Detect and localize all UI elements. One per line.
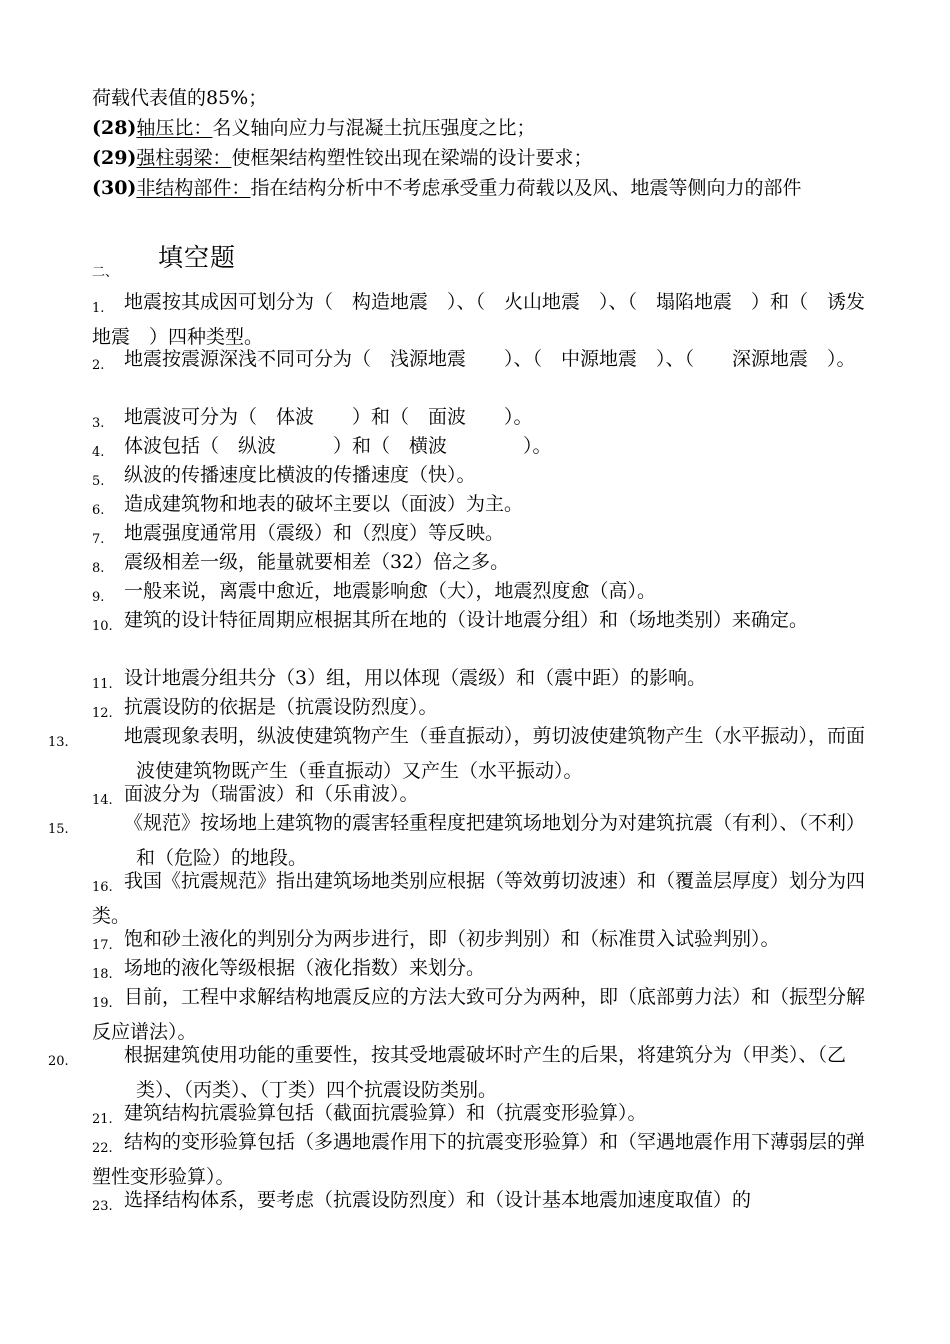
item-number: 19. bbox=[92, 996, 113, 1011]
item-text: 地震波可分为（ 体波 ）和（ 面波 ）。 bbox=[124, 406, 533, 428]
item-number: 22. bbox=[92, 1141, 113, 1156]
definition-number: (30) bbox=[92, 177, 137, 199]
item-text: 纵波的传播速度比横波的传播速度（快）。 bbox=[124, 464, 476, 486]
item-text: 目前，工程中求解结构地震反应的方法大致可分为两种，即（底部剪力法）和（振型分解反应谱法）。 bbox=[92, 986, 866, 1043]
item-number: 9. bbox=[92, 590, 105, 605]
item-number: 4. bbox=[92, 445, 105, 460]
item-number: 8. bbox=[92, 561, 105, 576]
item-text: 地震按震源深浅不同可分为（ 浅源地震 ）、（ 中源地震 ）、（ 深源地震 ）。 bbox=[124, 348, 856, 370]
item-number: 13. bbox=[48, 735, 69, 750]
item-number: 1. bbox=[92, 301, 105, 316]
item-number: 12. bbox=[92, 706, 113, 721]
definition-27-tail bbox=[92, 84, 872, 112]
definition-text: 名义轴向应力与混凝土抗压强度之比； bbox=[212, 117, 536, 139]
item-text: 地震按其成因可划分为（ 构造地震 ）、（ 火山地震 ）、（ 塌陷地震 ）和（ 诱发地震 ）四种类型。 bbox=[92, 291, 866, 348]
list-item bbox=[48, 722, 867, 786]
item-number: 3. bbox=[92, 416, 105, 431]
list-item bbox=[92, 345, 867, 380]
item-number: 14. bbox=[92, 793, 113, 808]
item-text: 我国《抗震规范》指出建筑场地类别应根据（等效剪切波速）和（覆盖层厚度）划分为四类。 bbox=[92, 870, 866, 927]
list-item bbox=[48, 1041, 867, 1105]
item-number: 18. bbox=[92, 967, 113, 982]
list-item bbox=[92, 983, 867, 1047]
list-item bbox=[92, 606, 867, 641]
item-text: 造成建筑物和地表的破坏主要以（面波）为主。 bbox=[124, 493, 524, 515]
section-number: 二、 bbox=[92, 265, 119, 280]
item-number: 17. bbox=[92, 938, 113, 953]
item-number: 20. bbox=[48, 1054, 69, 1069]
item-text: 体波包括（ 纵波 ）和（ 横波 ）。 bbox=[124, 435, 552, 457]
list-item bbox=[48, 809, 867, 873]
item-text: 饱和砂土液化的判别分为两步进行，即（初步判别）和（标准贯入试验判别）。 bbox=[124, 928, 780, 950]
item-text: 建筑结构抗震验算包括（截面抗震验算）和（抗震变形验算）。 bbox=[124, 1102, 647, 1124]
item-text: 一般来说，离震中愈近，地震影响愈（大），地震烈度愈（高）。 bbox=[124, 580, 657, 602]
item-text: 结构的变形验算包括（多遇地震作用下的抗震变形验算）和（罕遇地震作用下薄弱层的弹塑性变形验算）。 bbox=[92, 1131, 866, 1188]
item-number: 5. bbox=[92, 474, 105, 489]
list-item bbox=[92, 1128, 867, 1192]
definition-number: (29) bbox=[92, 147, 137, 169]
definition-29 bbox=[92, 144, 872, 172]
item-number: 2. bbox=[92, 358, 105, 373]
item-text: 设计地震分组共分（3）组，用以体现（震级）和（震中距）的影响。 bbox=[124, 667, 707, 689]
item-text: 根据建筑使用功能的重要性，按其受地震破坏时产生的后果，将建筑分为（甲类）、（乙类）、（丙类）、（丁类）四个抗震设防类别。 bbox=[124, 1044, 847, 1101]
section-title: 填空题 bbox=[158, 243, 237, 272]
list-item bbox=[92, 1186, 867, 1221]
list-item bbox=[92, 288, 867, 352]
definition-text: 荷载代表值的85%； bbox=[92, 87, 268, 109]
item-number: 7. bbox=[92, 532, 105, 547]
list-item bbox=[92, 867, 867, 931]
definition-term: 轴压比： bbox=[136, 117, 213, 139]
item-text: 震级相差一级，能量就要相差（32）倍之多。 bbox=[124, 551, 510, 573]
item-text: 选择结构体系，要考虑（抗震设防烈度）和（设计基本地震加速度取值）的 bbox=[124, 1189, 752, 1211]
item-number: 23. bbox=[92, 1199, 113, 1214]
item-text: 抗震设防的依据是（抗震设防烈度）。 bbox=[124, 696, 438, 718]
item-number: 10. bbox=[92, 619, 113, 634]
item-text: 建筑的设计特征周期应根据其所在地的（设计地震分组）和（场地类别）来确定。 bbox=[124, 609, 809, 631]
item-number: 15. bbox=[48, 822, 69, 837]
definition-term: 非结构部件： bbox=[136, 177, 251, 199]
item-number: 16. bbox=[92, 880, 113, 895]
definition-number: (28) bbox=[92, 117, 137, 139]
definition-28 bbox=[92, 114, 872, 142]
definition-text: 指在结构分析中不考虑承受重力荷载以及风、地震等侧向力的部件 bbox=[250, 177, 802, 199]
item-number: 21. bbox=[92, 1112, 113, 1127]
item-text: 场地的液化等级根据（液化指数）来划分。 bbox=[124, 957, 486, 979]
item-text: 地震强度通常用（震级）和（烈度）等反映。 bbox=[124, 522, 505, 544]
item-text: 《规范》按场地上建筑物的震害轻重程度把建筑场地划分为对建筑抗震（有利）、（不利）和（危险）的地段。 bbox=[124, 812, 866, 869]
definition-30 bbox=[92, 174, 872, 202]
item-text: 地震现象表明，纵波使建筑物产生（垂直振动），剪切波使建筑物产生（水平振动），而面波使建筑物既产生（垂直振动）又产生（水平振动）。 bbox=[124, 725, 866, 782]
definition-text: 使框架结构塑性铰出现在梁端的设计要求； bbox=[231, 147, 593, 169]
item-number: 6. bbox=[92, 503, 105, 518]
definition-term: 强柱弱梁： bbox=[136, 147, 232, 169]
item-text: 面波分为（瑞雷波）和（乐甫波）。 bbox=[124, 783, 419, 805]
item-number: 11. bbox=[92, 677, 113, 692]
